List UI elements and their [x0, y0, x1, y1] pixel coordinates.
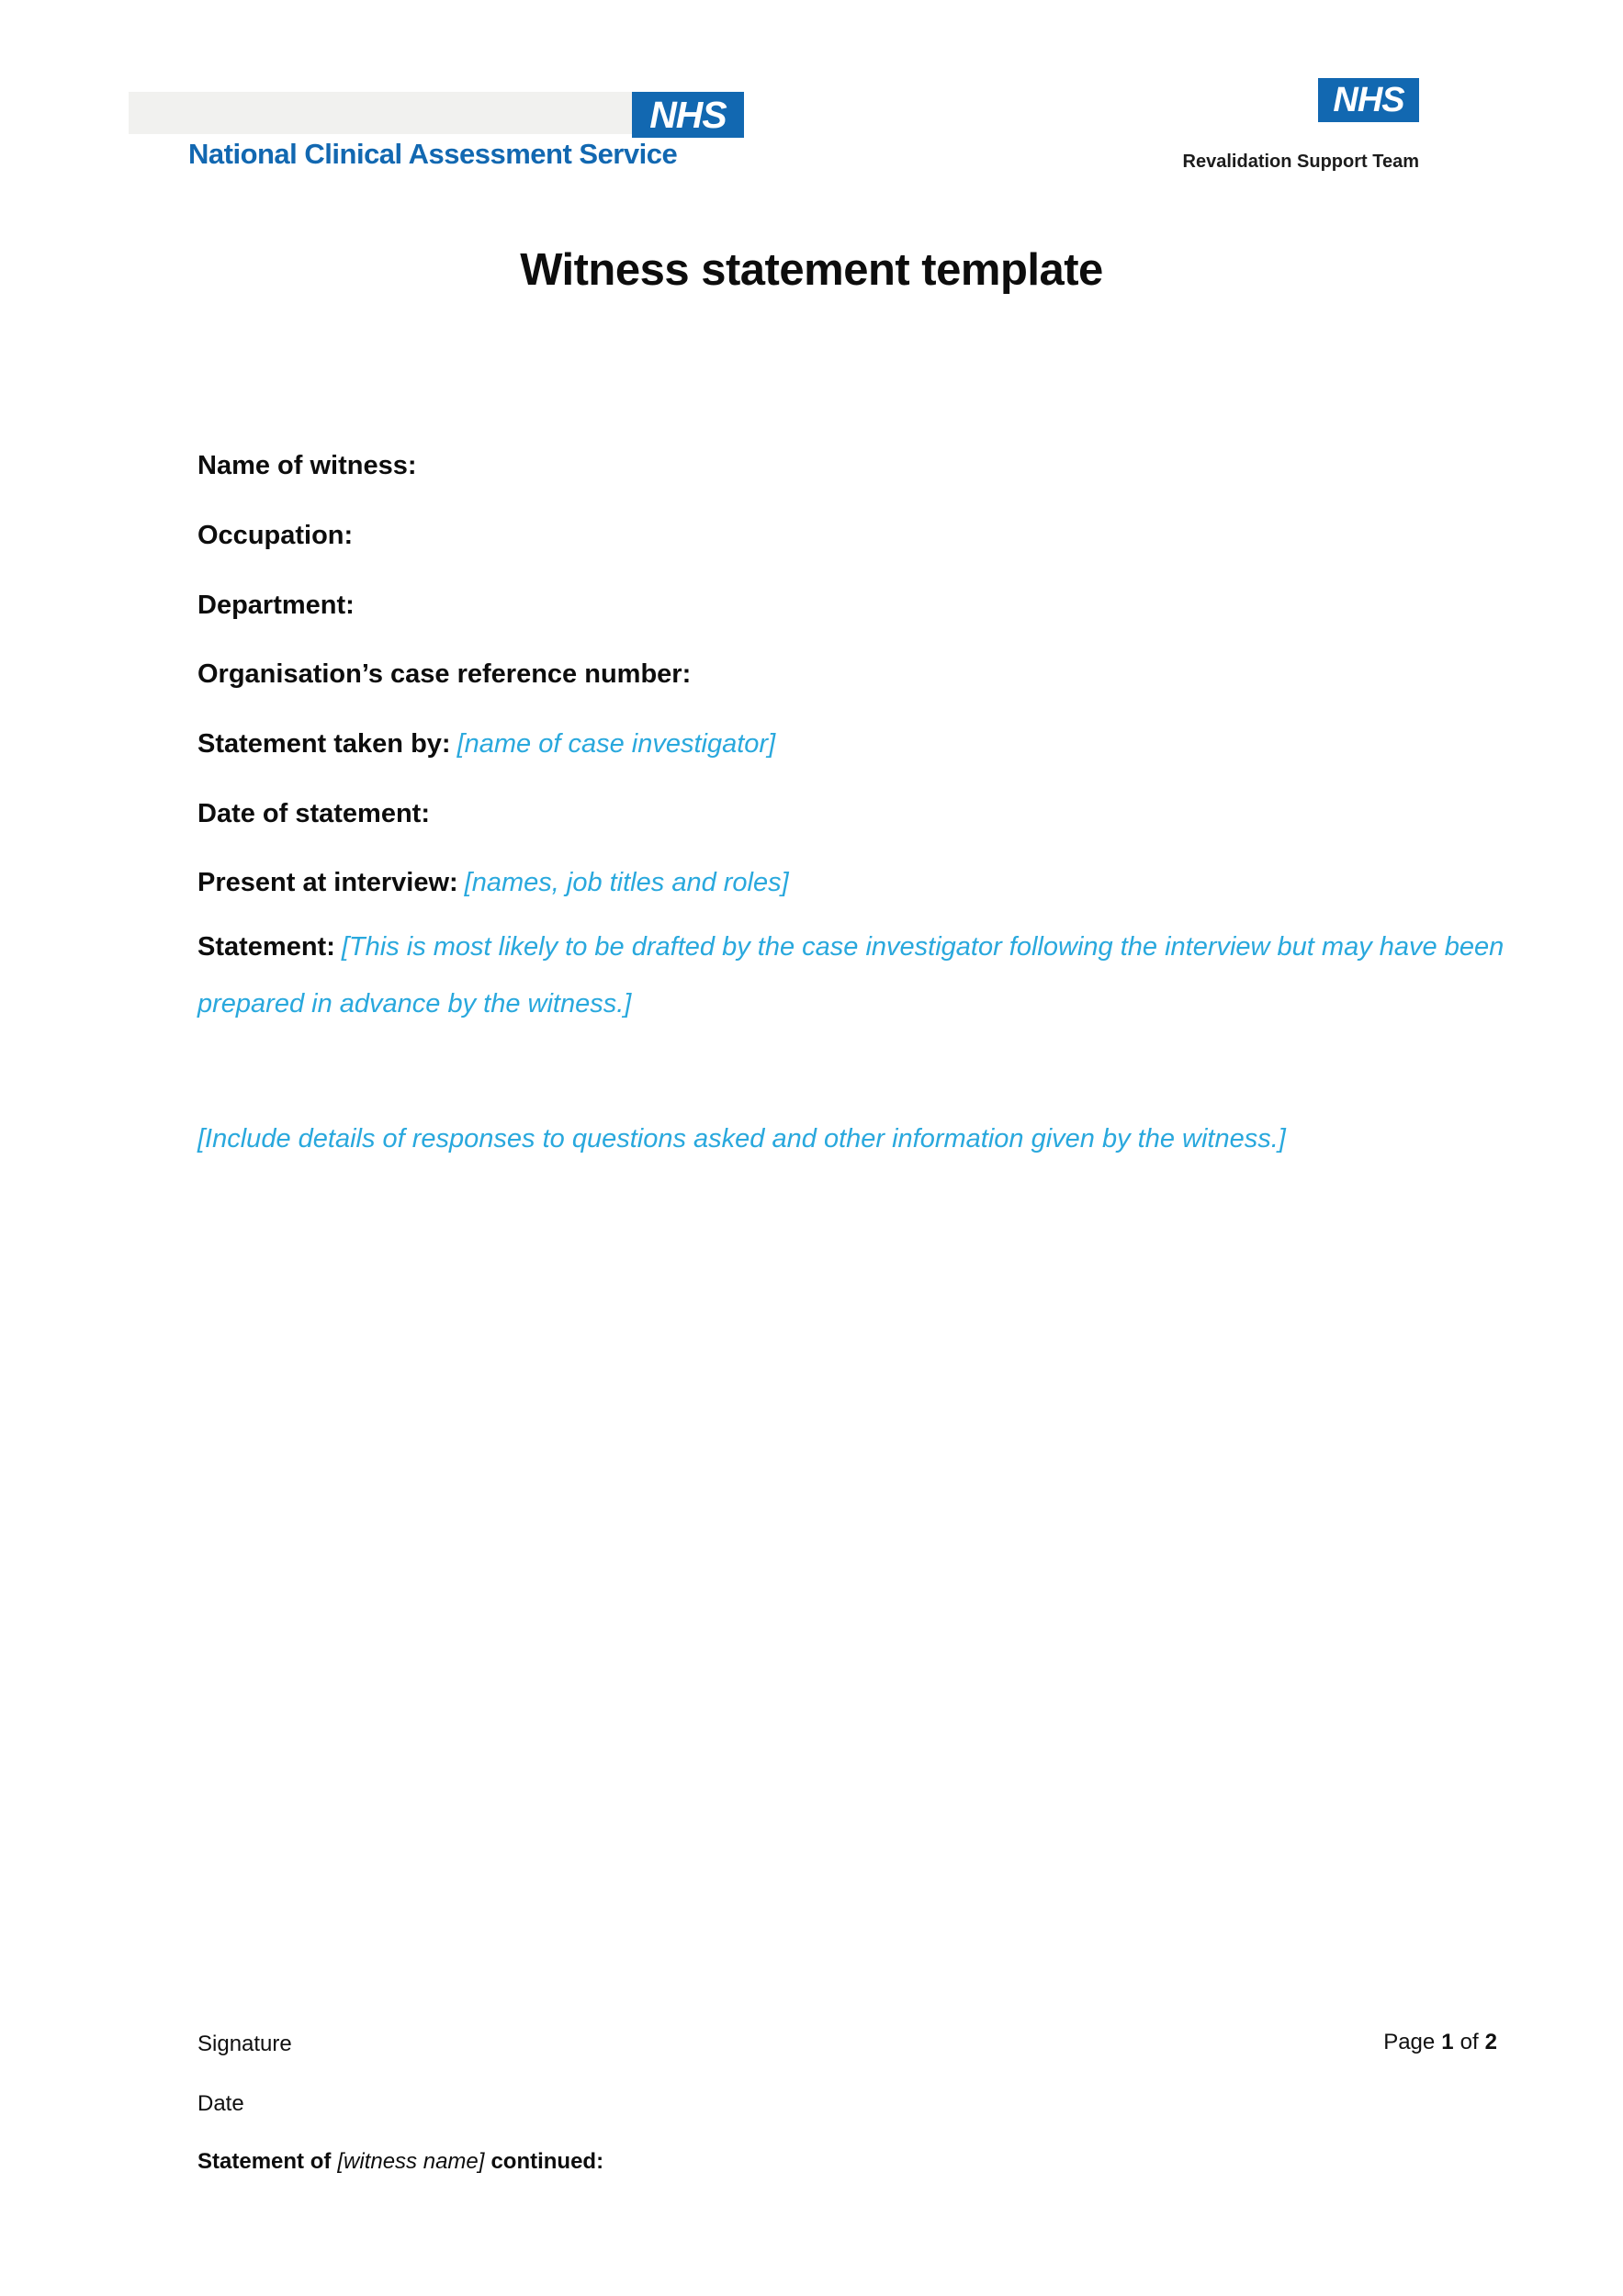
- page-number-prefix: Page: [1383, 2030, 1436, 2054]
- field-department: [197, 587, 1548, 624]
- continued-prefix: Statement of: [197, 2149, 332, 2174]
- nhs-logo-icon: [632, 92, 744, 138]
- field-label: Organisation’s case reference number:: [197, 659, 692, 689]
- page-number-current: 1: [1441, 2030, 1454, 2054]
- statement-continued-line: [197, 2149, 603, 2175]
- nhs-logo-icon: [1318, 78, 1419, 122]
- field-label: Present at interview:: [197, 868, 458, 897]
- continued-witness-placeholder: [witness name]: [337, 2149, 485, 2174]
- field-placeholder: [This is most likely to be drafted by the case investigator following the interview but may have been prepared in advance by the witness.]: [197, 932, 1505, 1019]
- field-statement: [197, 918, 1548, 1032]
- include-details-note: [Include details of responses to questions asked and other information given by the witness.]: [197, 1124, 1286, 1154]
- field-placeholder: [name of case investigator]: [456, 729, 776, 759]
- field-label: Department:: [197, 591, 355, 620]
- page-title: Witness statement template: [520, 245, 1103, 295]
- nhs-wordmark: NHS: [1333, 80, 1404, 119]
- signature-label: Signature: [197, 2032, 292, 2056]
- ncas-logo: [129, 92, 744, 174]
- field-date-of-statement: [197, 795, 1548, 832]
- nhs-wordmark: NHS: [649, 93, 727, 136]
- rst-team-name: Revalidation Support Team: [1182, 152, 1419, 172]
- date-label: Date: [197, 2091, 244, 2116]
- field-label: Occupation:: [197, 521, 354, 550]
- field-label: Name of witness:: [197, 451, 417, 480]
- page-number: [1383, 2030, 1497, 2055]
- field-name-of-witness: [197, 447, 1548, 484]
- field-label: Date of statement:: [197, 799, 430, 828]
- field-occupation: [197, 517, 1548, 554]
- rst-logo: [1116, 78, 1419, 174]
- field-label: Statement:: [197, 932, 335, 962]
- ncas-org-name: National Clinical Assessment Service: [188, 138, 678, 170]
- field-label: Statement taken by:: [197, 729, 451, 759]
- field-placeholder: [names, job titles and roles]: [464, 868, 789, 897]
- field-present-at-interview: [197, 864, 1548, 901]
- field-statement-taken-by: [197, 726, 1548, 762]
- continued-suffix: continued:: [490, 2149, 604, 2174]
- page-number-of: of: [1460, 2030, 1479, 2054]
- page-number-total: 2: [1484, 2030, 1497, 2054]
- field-case-reference-number: [197, 656, 1548, 692]
